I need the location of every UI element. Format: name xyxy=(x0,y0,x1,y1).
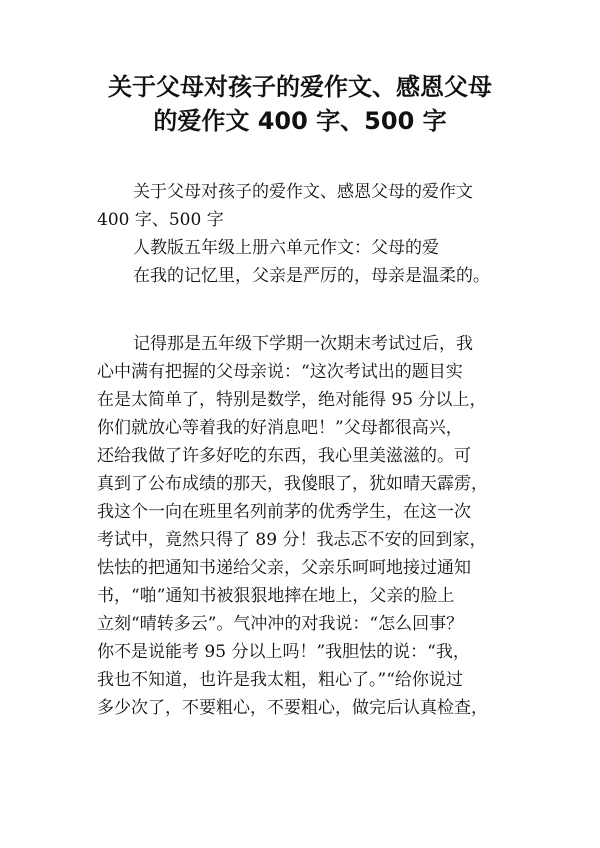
paragraph-spacer xyxy=(97,290,517,318)
story-line: 你们就放心等着我的好消息吧！”父母都很高兴， xyxy=(97,418,463,438)
story-line: 我这个一向在班里名列前茅的优秀学生，在这一次 xyxy=(97,502,471,522)
story-line: 在是太简单了，特别是数学，绝对能得 95 分以上， xyxy=(97,390,487,410)
intro-line: 关于父母对孩子的爱作文、感恩父母的爱作文 xyxy=(133,182,473,202)
document-body xyxy=(97,178,517,722)
story-line: 书，“啪”通知书被狠狠地摔在地上，父亲的脸上 xyxy=(97,586,455,606)
story-line: 立刻“晴转多云”。气冲冲的对我说：“怎么回事？ xyxy=(97,614,464,634)
title-line-1: 关于父母对孩子的爱作文、感恩父母 xyxy=(108,73,492,101)
story-line: 你不是说能考 95 分以上吗！”我胆怯的说：“我， xyxy=(97,642,470,662)
story-line: 怯怯的把通知书递给父亲，父亲乐呵呵地接过通知 xyxy=(97,558,471,578)
intro-line: 400 字、500 字 xyxy=(97,210,224,230)
story-line: 考试中，竟然只得了 89 分！我忐忑不安的回到家， xyxy=(97,530,487,550)
opening-line: 在我的记忆里，父亲是严厉的，母亲是温柔的。 xyxy=(133,266,490,286)
title-line-2: 的爱作文 400 字、500 字 xyxy=(153,107,447,135)
story-line: 心中满有把握的父母亲说：“这次考试出的题目实 xyxy=(97,362,463,382)
story-line: 真到了公布成绩的那天，我傻眼了，犹如晴天霹雳， xyxy=(97,474,488,494)
story-line: 我也不知道，也许是我太粗，粗心了。”“给你说过 xyxy=(97,670,463,690)
document-title xyxy=(0,70,600,138)
story-line: 多少次了，不要粗心，不要粗心，做完后认真检查， xyxy=(97,698,488,718)
story-line: 还给我做了许多好吃的东西，我心里美滋滋的。可 xyxy=(97,446,471,466)
story-line: 记得那是五年级下学期一次期末考试过后，我 xyxy=(133,334,473,354)
paragraph-spacer xyxy=(97,318,517,330)
subtitle-line: 人教版五年级上册六单元作文：父母的爱 xyxy=(133,238,439,258)
